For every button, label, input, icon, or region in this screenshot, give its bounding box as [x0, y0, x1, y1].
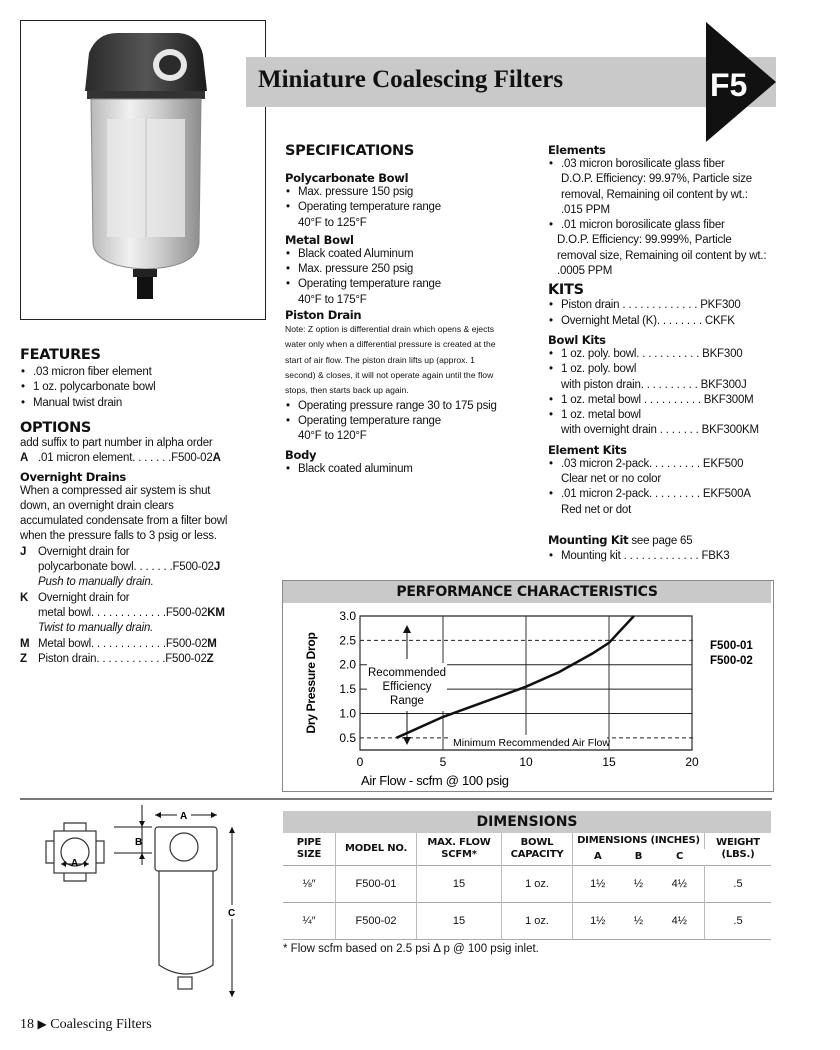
col-max-flow: MAX. FLOW SCFM*: [417, 833, 502, 866]
x-axis-label: Air Flow - scfm @ 100 psig: [361, 773, 509, 788]
body-list: [285, 462, 530, 477]
list-item: • 1 oz. poly. bowl with piston drain. . . . . . . . . . BKF300J: [548, 362, 778, 393]
option-z: Z Piston drain . . . . . . . . . . . . F500-02 Z: [20, 652, 275, 667]
option-code: M: [20, 637, 30, 650]
part-number: CKFK: [701, 314, 735, 327]
section-tab: [706, 22, 776, 142]
list-item: • Operating temperature range: [285, 414, 530, 429]
performance-heading: PERFORMANCE CHARACTERISTICS: [283, 581, 771, 603]
option-code: Z: [20, 652, 27, 665]
list-item: • 1 oz. metal bowl . . . . . . . . . . BKF300M: [548, 393, 778, 408]
efficiency-label: Efficiency: [382, 681, 432, 693]
dimensions-table: [283, 833, 771, 940]
list-item: • Manual twist drain: [20, 396, 270, 411]
specifications-section: [285, 143, 530, 478]
option-label: Overnight drain for: [38, 545, 130, 558]
metal-bowl-list: [285, 247, 530, 293]
part-number: F500-02: [165, 606, 208, 619]
col-model-no: MODEL NO.: [336, 833, 417, 866]
list-item: • 1 oz. poly. bowl. . . . . . . . . . . BKF300: [548, 347, 778, 362]
features-heading: FEATURES: [20, 347, 101, 363]
piston-drain-list: [285, 399, 530, 430]
piston-drain-note: Note: Z option is differential drain which opens & ejects water only when a differential pressure is created at the start of air flow. The piston drain lifts up (approx. 1 second) & closes, it will not operate again until the flow stops, then starts back up again.: [285, 324, 496, 396]
part-suffix: KM: [207, 606, 225, 619]
part-number: BKF300J: [697, 378, 747, 391]
option-code: A: [20, 452, 29, 465]
y-tick-label: 0.5: [339, 730, 356, 745]
part-number: BKF300: [699, 347, 743, 360]
part-number: BKF300M: [700, 393, 754, 406]
option-label: Piston drain: [38, 652, 97, 665]
part-suffix: J: [213, 561, 221, 574]
page-footer: [20, 1017, 152, 1033]
option-j-line2: polycarbonate bowl . . . . . . . F500-02 J: [20, 560, 275, 575]
piston-temp-range: 40°F to 120°F: [298, 430, 367, 443]
overnight-drains-heading: Overnight Drains: [20, 469, 126, 484]
list-item: • .03 micron borosilicate glass fiber: [548, 157, 778, 172]
legend-item: F500-01: [710, 640, 753, 652]
dimensions-footnote: * Flow scfm based on 2.5 psi Δ p @ 100 psig inlet.: [283, 943, 539, 955]
table-row: ¼″ F500-02 15 1 oz. 1½ ½ 4½ .5: [283, 903, 771, 940]
dimension-b-label: B: [135, 837, 143, 848]
bowl-kits-heading: Bowl Kits: [548, 332, 606, 347]
leader-dots: . . . . . . .: [132, 452, 172, 465]
y-tick-label: 3.0: [339, 609, 356, 623]
part-number: FBK3: [698, 550, 730, 563]
list-item: • Operating pressure range 30 to 175 psig: [285, 399, 530, 414]
part-number: PKF300: [697, 299, 741, 312]
overnight-drains-text: When a compressed air system is shut down, an overnight drain clears accumulated condensate from a filter bowl when the pressure falls to 3 psig or less.: [20, 484, 228, 543]
features-section: [20, 347, 270, 411]
section-divider: [20, 798, 772, 800]
list-item: • Max. pressure 150 psig: [285, 185, 530, 200]
features-list: [20, 365, 270, 411]
mounting-kit-heading: Mounting Kit see page 65: [548, 532, 693, 547]
options-heading: OPTIONS: [20, 420, 92, 436]
col-dimensions: DIMENSIONS (INCHES): [573, 833, 705, 849]
option-k-line2: metal bowl . . . . . . . . . . . . . F500-02 KM: [20, 606, 275, 621]
filter-photo: [21, 21, 265, 319]
dimensions-heading: DIMENSIONS: [283, 811, 771, 833]
list-item: • Black coated Aluminum: [285, 247, 530, 262]
arrow-down-icon: [403, 737, 411, 745]
y-tick-label: 1.0: [339, 706, 356, 721]
x-tick-label: 20: [685, 755, 699, 769]
elements-heading: Elements: [548, 143, 606, 157]
part-suffix: A: [212, 452, 221, 465]
kits-list: [548, 298, 778, 329]
y-tick-label: 1.5: [339, 682, 356, 697]
list-item: • .03 micron fiber element: [20, 365, 270, 380]
page-title: Miniature Coalescing Filters: [258, 66, 564, 93]
part-number: F500-02: [165, 652, 207, 665]
metal-bowl-heading: Metal Bowl: [285, 232, 354, 247]
part-suffix: Z: [206, 652, 214, 665]
section-tab-label: F5: [710, 67, 748, 103]
play-icon: ▶: [37, 1017, 47, 1031]
col-b: B: [634, 851, 643, 862]
element-kits-heading: Element Kits: [548, 442, 627, 457]
product-photo-frame: [20, 20, 266, 320]
options-section: [20, 420, 275, 667]
list-item: • 1 oz. polycarbonate bowl: [20, 380, 270, 395]
options-intro: add suffix to part number in alpha order: [20, 437, 213, 449]
option-m: M Metal bowl . . . . . . . . . . . . . F500-02 M: [20, 637, 275, 652]
y-tick-label: 2.0: [339, 657, 356, 672]
elements-kits-section: [548, 143, 778, 565]
option-code: J: [20, 545, 27, 558]
x-tick-label: 15: [602, 755, 616, 769]
x-tick-label: 10: [519, 755, 533, 769]
dimension-c-label: C: [228, 908, 236, 919]
option-label: Metal bowl: [38, 637, 91, 650]
y-axis-label: Dry Pressure Drop: [304, 632, 318, 734]
dimension-a-label: A: [71, 858, 79, 869]
option-label: Overnight drain for: [38, 591, 130, 604]
page-number: 18: [20, 1017, 34, 1032]
list-item: • Operating temperature range: [285, 200, 530, 215]
specifications-heading: SPECIFICATIONS: [285, 143, 415, 159]
col-bowl-capacity: BOWL CAPACITY: [502, 833, 573, 866]
element-1-detail: D.O.P. Efficiency: 99.97%, Particle size removal, Remaining oil content by wt.: .015 PPM: [561, 173, 752, 216]
list-item: • Black coated aluminum: [285, 462, 530, 477]
part-number: BKF300KM: [698, 424, 759, 437]
efficiency-label: Range: [390, 695, 424, 707]
col-weight: WEIGHT (LBS.): [716, 837, 760, 860]
col-a: A: [593, 851, 602, 862]
option-label: .01 micron element: [38, 452, 133, 465]
col-pipe-size: PIPE SIZE: [283, 833, 336, 866]
arrow-up-icon: [403, 625, 411, 633]
list-item: • Overnight Metal (K). . . . . . . . CKFK: [548, 314, 778, 329]
x-tick-label: 0: [356, 755, 364, 769]
element-2-detail: D.O.P. Efficiency: 99.999%, Particle removal size, Remaining oil content by wt.: .0005 PPM: [557, 234, 767, 278]
bowl-kits-list: [548, 347, 778, 439]
x-tick-label: 5: [439, 755, 447, 769]
mounting-kit-list: [548, 549, 778, 564]
list-item: • Piston drain . . . . . . . . . . . . . PKF300: [548, 298, 778, 313]
element-kits-list: [548, 457, 778, 518]
elements-list: [548, 157, 778, 172]
poly-temp-range: 40°F to 125°F: [298, 216, 367, 229]
poly-bowl-list: [285, 185, 530, 216]
list-item: • 1 oz. metal bowl with overnight drain . . . . . . . BKF300KM: [548, 408, 778, 439]
option-k: [20, 591, 275, 606]
part-suffix: M: [207, 637, 217, 650]
body-heading: Body: [285, 448, 317, 463]
option-j-note: Push to manually drain.: [38, 576, 154, 589]
y-tick-label: 2.5: [339, 633, 356, 648]
part-number: F500-02: [172, 561, 214, 574]
option-j: [20, 545, 275, 560]
elements-list-2: [548, 218, 778, 233]
part-number: EKF500: [699, 457, 744, 470]
option-code: K: [20, 591, 29, 604]
metal-temp-range: 40°F to 175°F: [298, 293, 367, 306]
efficiency-label: Recommended: [368, 667, 446, 679]
table-row: ⅛″ F500-01 15 1 oz. 1½ ½ 4½ .5: [283, 866, 771, 903]
legend-item: F500-02: [710, 655, 753, 667]
list-item: • Max. pressure 250 psig: [285, 262, 530, 277]
min-flow-label: Minimum Recommended Air Flow: [453, 737, 610, 749]
footer-label: Coalescing Filters: [50, 1017, 152, 1032]
col-c: C: [675, 851, 684, 862]
option-a: [20, 451, 275, 466]
part-number: F500-02: [165, 637, 208, 650]
list-item: • Operating temperature range: [285, 277, 530, 292]
option-k-note: Twist to manually drain.: [38, 622, 154, 635]
poly-bowl-heading: Polycarbonate Bowl: [285, 171, 409, 185]
list-item: • .03 micron 2-pack. . . . . . . . . EKF500 Clear net or no color: [548, 457, 778, 488]
dimension-a-top-label: A: [180, 811, 188, 822]
list-item: • .01 micron 2-pack. . . . . . . . . EKF500A Red net or dot: [548, 487, 778, 518]
list-item: • .01 micron borosilicate glass fiber: [548, 218, 778, 233]
list-item: • Mounting kit . . . . . . . . . . . . . FBK3: [548, 549, 778, 564]
performance-chart: [283, 603, 771, 789]
piston-drain-heading: Piston Drain: [285, 308, 362, 323]
part-number: F500-02: [171, 452, 213, 465]
kits-heading: KITS: [548, 282, 584, 299]
dimensions-drawing: [30, 805, 250, 1005]
part-number: EKF500A: [699, 488, 751, 501]
